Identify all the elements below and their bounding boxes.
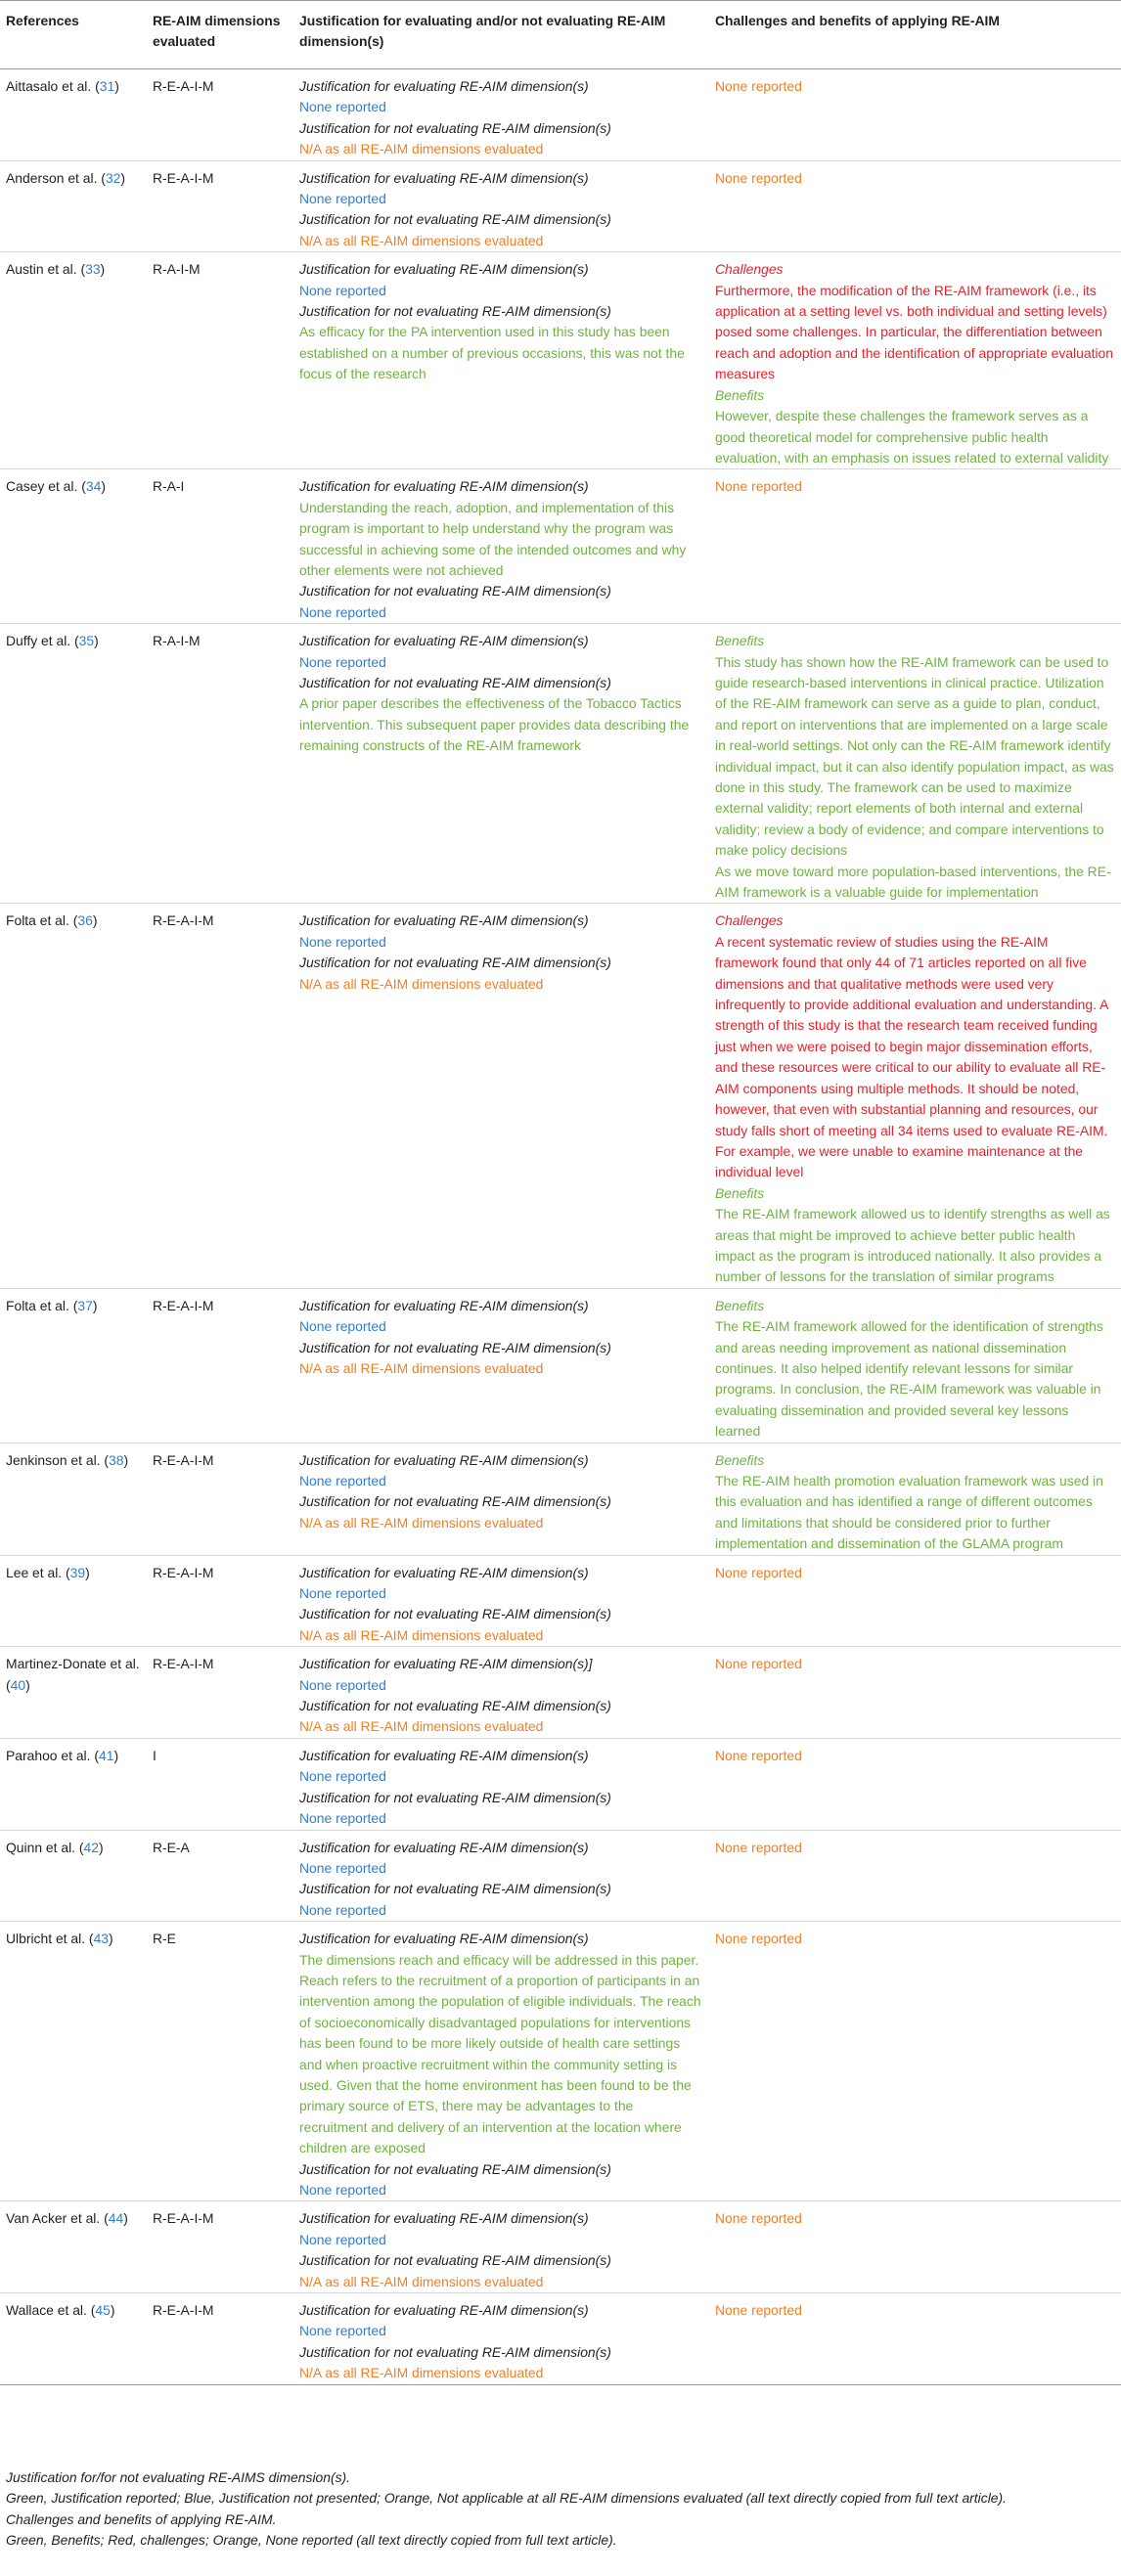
justification-label: Justification for evaluating RE-AIM dimension(s)	[299, 912, 589, 929]
table-row	[0, 1647, 1121, 1739]
reference-number-link[interactable]: 42	[83, 1839, 99, 1855]
footnote: Green, Benefits; Red, challenges; Orange, None reported (all text directly copied from full text article).	[6, 2532, 617, 2549]
footnote: Justification for/for not evaluating RE-AIMS dimension(s).	[6, 2469, 351, 2485]
challenges-benefits-cell	[709, 1647, 1121, 1739]
reference-cell: Martinez-Donate et al. (40)	[0, 1647, 147, 1739]
table-header	[0, 1, 1121, 69]
justification-text: None reported	[299, 1901, 386, 1918]
justification-text: None reported	[299, 2231, 386, 2247]
benefits-label: Benefits	[715, 633, 765, 649]
dimensions-cell: R-E	[147, 1922, 293, 2201]
reference-author: Quinn et al.	[6, 1839, 76, 1855]
challenges-benefits-text: A recent systematic review of studies using the RE-AIM framework found that only 44 of 71 articles reported on all five dimensions and that qualitative methods were used very infrequently to provide additional evaluation and understanding. A strength of this study is that the research team received funding just when we were poised to begin major dissemination efforts, and these resources were critical to our ability to evaluate all RE-AIM components using multiple methods. It should be noted, however, that even with substantial planning and resources, our study falls short of meeting all 34 items used to evaluate RE-AIM. For example, we were unable to examine maintenance at the individual level	[715, 933, 1108, 1180]
justification-text: N/A as all RE-AIM dimensions evaluated	[299, 1514, 544, 1531]
challenges-benefits-text: The RE-AIM framework allowed for the identification of strengths and areas needing improvement as national dissemination continues. It also helped identify relevant lessons for similar programs. In conclusion, the RE-AIM framework was valuable in evaluating dissemination and provided several key lessons learned	[715, 1318, 1103, 1440]
justification-text: None reported	[299, 2182, 386, 2198]
justification-text: None reported	[299, 99, 386, 115]
challenges-benefits-text: None reported	[715, 1747, 802, 1763]
benefits-label: Benefits	[715, 1451, 765, 1468]
challenges-benefits-text: None reported	[715, 1839, 802, 1855]
justification-cell	[293, 1288, 709, 1443]
justification-text: None reported	[299, 1585, 386, 1602]
challenges-label: Challenges	[715, 912, 784, 929]
justification-cell	[293, 1647, 709, 1739]
reference-cell: Casey et al. (34)	[0, 469, 147, 624]
challenges-benefits-cell	[709, 69, 1121, 161]
justification-text: N/A as all RE-AIM dimensions evaluated	[299, 2273, 544, 2289]
reference-author: Van Acker et al.	[6, 2210, 101, 2227]
justification-text: As efficacy for the PA intervention used in this study has been established on a number of previous occasions, this was not the focus of the research	[299, 324, 685, 382]
challenges-benefits-text: This study has shown how the RE-AIM framework can be used to guide research-based interventions in clinical practice. Utilization of the RE-AIM framework can serve as a guide to plan, conduct, and report on interventions that are implemented on a large scale in real-world settings. Not only can the RE-AIM framework identify individual impact, but it can also identify population impact, as was done in this study. The framework can be used to maximize external validity; report elements of both internal and external validity; review a body of evidence; and compare interventions to make policy decisions	[715, 653, 1114, 859]
reference-author: Wallace et al.	[6, 2302, 87, 2319]
dimensions-cell: R-E-A-I-M	[147, 1555, 293, 1647]
challenges-benefits-text: None reported	[715, 169, 802, 186]
challenges-benefits-text: However, despite these challenges the framework serves as a good theoretical model for comprehensive public health evaluation, with an emphasis on issues related to external validity	[715, 408, 1109, 466]
justification-text: None reported	[299, 1810, 386, 1827]
reference-author: Folta et al.	[6, 912, 69, 929]
footnote: Challenges and benefits of applying RE-AIM.	[6, 2510, 277, 2527]
reference-cell: Folta et al. (37)	[0, 1288, 147, 1443]
justification-label: Justification for evaluating RE-AIM dimension(s)	[299, 169, 589, 186]
justification-label: Justification for not evaluating RE-AIM dimension(s)	[299, 1789, 611, 1805]
justification-label: Justification for not evaluating RE-AIM dimension(s)	[299, 2252, 611, 2269]
reference-cell: Aittasalo et al. (31)	[0, 69, 147, 161]
justification-cell	[293, 1922, 709, 2201]
justification-text: None reported	[299, 603, 386, 620]
challenges-benefits-text: The RE-AIM health promotion evaluation framework was used in this evaluation and has identified a range of different outcomes and limitations that should be considered prior to further implementation and dissemination of the GLAMA program	[715, 1473, 1103, 1552]
justification-text: None reported	[299, 191, 386, 207]
justification-label: Justification for evaluating RE-AIM dimension(s)	[299, 1564, 589, 1580]
challenges-benefits-text: The RE-AIM framework allowed us to identify strengths as well as areas that might be improved to achieve better public health impact as the program is introduced nationally. It also provides a number of lessons for the translation of similar programs	[715, 1206, 1110, 1285]
header-dimensions: RE-AIM dimensions evaluated	[147, 1, 293, 69]
reference-number-link[interactable]: 37	[77, 1297, 93, 1313]
table-row	[0, 1443, 1121, 1555]
justification-text: N/A as all RE-AIM dimensions evaluated	[299, 1359, 544, 1376]
challenges-benefits-cell	[709, 1288, 1121, 1443]
reference-author: Jenkinson et al.	[6, 1451, 101, 1468]
justification-label: Justification for evaluating RE-AIM dimension(s)	[299, 2210, 589, 2227]
justification-text: None reported	[299, 1318, 386, 1335]
reference-number-link[interactable]: 38	[109, 1451, 124, 1468]
justification-label: Justification for not evaluating RE-AIM dimension(s)	[299, 211, 611, 228]
reference-author: Aittasalo et al.	[6, 78, 92, 94]
table-row	[0, 1555, 1121, 1647]
challenges-benefits-text: None reported	[715, 1656, 802, 1672]
table-body	[0, 69, 1121, 2385]
justification-cell	[293, 1555, 709, 1647]
justification-label: Justification for not evaluating RE-AIM dimension(s)	[299, 303, 611, 320]
justification-label: Justification for evaluating RE-AIM dimension(s)]	[299, 1656, 593, 1672]
challenges-label: Challenges	[715, 261, 784, 278]
table-row	[0, 624, 1121, 904]
dimensions-cell: R-E-A-I-M	[147, 2293, 293, 2385]
reference-author: Anderson et al.	[6, 169, 98, 186]
reference-number-link[interactable]: 40	[10, 1676, 26, 1693]
justification-label: Justification for not evaluating RE-AIM dimension(s)	[299, 674, 611, 690]
justification-text: None reported	[299, 2323, 386, 2339]
challenges-benefits-text: None reported	[715, 2210, 802, 2227]
challenges-benefits-text: None reported	[715, 1931, 802, 1947]
table-row	[0, 469, 1121, 624]
reference-number-link[interactable]: 45	[95, 2302, 111, 2319]
justification-text: None reported	[299, 653, 386, 670]
challenges-benefits-text: None reported	[715, 78, 802, 94]
justification-label: Justification for evaluating RE-AIM dimension(s)	[299, 78, 589, 94]
challenges-benefits-cell	[709, 160, 1121, 252]
reference-number-link[interactable]: 39	[69, 1564, 86, 1580]
reference-cell: Jenkinson et al. (38)	[0, 1443, 147, 1555]
justification-label: Justification for evaluating RE-AIM dimension(s)	[299, 1747, 589, 1763]
header-references: References	[0, 1, 147, 69]
justification-text: None reported	[299, 1473, 386, 1488]
justification-cell	[293, 1738, 709, 1830]
table-row	[0, 69, 1121, 161]
challenges-benefits-cell	[709, 252, 1121, 469]
justification-label: Justification for evaluating RE-AIM dimension(s)	[299, 1297, 589, 1313]
justification-text: N/A as all RE-AIM dimensions evaluated	[299, 1626, 544, 1643]
table-row	[0, 1830, 1121, 1922]
table-row	[0, 160, 1121, 252]
justification-cell	[293, 252, 709, 469]
challenges-benefits-text: As we move toward more population-based interventions, the RE-AIM framework is a valuable guide for implementation	[715, 863, 1111, 901]
table-row	[0, 2293, 1121, 2385]
justification-label: Justification for evaluating RE-AIM dimension(s)	[299, 633, 589, 649]
reference-author: Parahoo et al.	[6, 1747, 91, 1763]
justification-text: N/A as all RE-AIM dimensions evaluated	[299, 232, 544, 248]
footnote: Green, Justification reported; Blue, Justification not presented; Orange, Not applicable at all RE-AIM dimensions evaluated (all text directly copied from full text article).	[6, 2490, 1007, 2507]
reference-author: Folta et al.	[6, 1297, 69, 1313]
challenges-benefits-text: None reported	[715, 478, 802, 495]
justification-cell	[293, 2293, 709, 2385]
reference-number-link[interactable]: 33	[85, 261, 101, 278]
justification-cell	[293, 904, 709, 1288]
justification-cell	[293, 624, 709, 904]
reference-cell: Lee et al. (39)	[0, 1555, 147, 1647]
header-justification: Justification for evaluating and/or not evaluating RE-AIM dimension(s)	[293, 1, 709, 69]
reference-number-link[interactable]: 43	[93, 1931, 110, 1947]
dimensions-cell: R-A-I-M	[147, 624, 293, 904]
justification-label: Justification for not evaluating RE-AIM dimension(s)	[299, 583, 611, 600]
justification-text: None reported	[299, 282, 386, 298]
dimensions-cell: R-E-A-I-M	[147, 1443, 293, 1555]
dimensions-cell: R-E-A-I-M	[147, 1288, 293, 1443]
challenges-benefits-cell	[709, 1443, 1121, 1555]
reference-cell: Anderson et al. (32)	[0, 160, 147, 252]
justification-text: N/A as all RE-AIM dimensions evaluated	[299, 975, 544, 992]
table-footnotes	[6, 2467, 1115, 2552]
reference-number-link[interactable]: 35	[78, 633, 95, 649]
challenges-benefits-cell	[709, 469, 1121, 624]
reference-number-link[interactable]: 34	[85, 478, 102, 495]
benefits-label: Benefits	[715, 386, 765, 403]
challenges-benefits-text: Furthermore, the modification of the RE-AIM framework (i.e., its application at a setting level vs. both individual and setting levels) posed some challenges. In particular, the differentiation between reach and adoption and the identification of appropriate evaluation measures	[715, 282, 1113, 382]
reference-number-link[interactable]: 36	[77, 912, 93, 929]
justification-label: Justification for not evaluating RE-AIM dimension(s)	[299, 1493, 611, 1510]
table-row	[0, 2201, 1121, 2293]
reference-cell: Van Acker et al. (44)	[0, 2201, 147, 2293]
dimensions-cell: R-A-I-M	[147, 252, 293, 469]
reference-author: Martinez-Donate et al.	[6, 1656, 140, 1672]
justification-cell	[293, 1443, 709, 1555]
reference-number-link[interactable]: 32	[105, 169, 121, 186]
reference-cell: Ulbricht et al. (43)	[0, 1922, 147, 2201]
table-row	[0, 904, 1121, 1288]
justification-label: Justification for evaluating RE-AIM dimension(s)	[299, 1931, 589, 1947]
justification-label: Justification for not evaluating RE-AIM dimension(s)	[299, 2343, 611, 2360]
reference-cell: Parahoo et al. (41)	[0, 1738, 147, 1830]
reference-author: Austin et al.	[6, 261, 77, 278]
dimensions-cell: R-E-A-I-M	[147, 904, 293, 1288]
challenges-benefits-cell	[709, 1555, 1121, 1647]
justification-label: Justification for not evaluating RE-AIM dimension(s)	[299, 119, 611, 136]
justification-text: Understanding the reach, adoption, and implementation of this program is important to help understand why the program was successful in achieving some of the intended outcomes and why other elements were not achieved	[299, 499, 687, 578]
justification-label: Justification for not evaluating RE-AIM dimension(s)	[299, 1606, 611, 1622]
reference-author: Ulbricht et al.	[6, 1931, 86, 1947]
justification-text: N/A as all RE-AIM dimensions evaluated	[299, 141, 544, 157]
justification-label: Justification for evaluating RE-AIM dimension(s)	[299, 1839, 589, 1855]
reference-number-link[interactable]: 41	[99, 1747, 114, 1763]
challenges-benefits-cell	[709, 1830, 1121, 1922]
justification-label: Justification for evaluating RE-AIM dimension(s)	[299, 2302, 589, 2319]
justification-text: None reported	[299, 933, 386, 950]
justification-label: Justification for evaluating RE-AIM dimension(s)	[299, 478, 589, 495]
justification-cell	[293, 69, 709, 161]
justification-label: Justification for not evaluating RE-AIM dimension(s)	[299, 1339, 611, 1355]
justification-text: None reported	[299, 1859, 386, 1876]
justification-text: None reported	[299, 1768, 386, 1785]
reference-author: Casey et al.	[6, 478, 78, 495]
reference-cell: Duffy et al. (35)	[0, 624, 147, 904]
table-row	[0, 252, 1121, 469]
challenges-benefits-cell	[709, 2201, 1121, 2293]
justification-cell	[293, 469, 709, 624]
reference-number-link[interactable]: 44	[108, 2210, 124, 2227]
justification-label: Justification for not evaluating RE-AIM dimension(s)	[299, 955, 611, 971]
justification-label: Justification for not evaluating RE-AIM dimension(s)	[299, 1698, 611, 1714]
reference-author: Lee et al.	[6, 1564, 63, 1580]
dimensions-cell: R-E-A-I-M	[147, 2201, 293, 2293]
reference-number-link[interactable]: 31	[99, 78, 115, 94]
justification-text: A prior paper describes the effectiveness of the Tobacco Tactics intervention. This subsequent paper provides data describing the remaining constructs of the RE-AIM framework	[299, 695, 690, 754]
justification-label: Justification for not evaluating RE-AIM dimension(s)	[299, 2160, 611, 2177]
reference-cell: Austin et al. (33)	[0, 252, 147, 469]
dimensions-cell: R-E-A-I-M	[147, 1647, 293, 1739]
dimensions-cell: R-E-A	[147, 1830, 293, 1922]
justification-label: Justification for evaluating RE-AIM dimension(s)	[299, 1451, 589, 1468]
justification-label: Justification for evaluating RE-AIM dimension(s)	[299, 261, 589, 278]
dimensions-cell: I	[147, 1738, 293, 1830]
header-row	[0, 1, 1121, 69]
table-row	[0, 1922, 1121, 2201]
challenges-benefits-cell	[709, 2293, 1121, 2385]
dimensions-cell: R-E-A-I-M	[147, 69, 293, 161]
challenges-benefits-cell	[709, 1738, 1121, 1830]
reference-author: Duffy et al.	[6, 633, 71, 649]
challenges-benefits-text: None reported	[715, 2302, 802, 2319]
justification-cell	[293, 2201, 709, 2293]
justification-text: N/A as all RE-AIM dimensions evaluated	[299, 2365, 544, 2381]
header-challenges-benefits: Challenges and benefits of applying RE-AIM	[709, 1, 1121, 69]
table-row	[0, 1288, 1121, 1443]
benefits-label: Benefits	[715, 1184, 765, 1201]
justification-text: None reported	[299, 1676, 386, 1693]
justification-cell	[293, 160, 709, 252]
justification-label: Justification for not evaluating RE-AIM dimension(s)	[299, 1881, 611, 1897]
dimensions-cell: R-A-I	[147, 469, 293, 624]
benefits-label: Benefits	[715, 1297, 765, 1313]
dimensions-cell: R-E-A-I-M	[147, 160, 293, 252]
reference-cell: Quinn et al. (42)	[0, 1830, 147, 1922]
reference-cell: Wallace et al. (45)	[0, 2293, 147, 2385]
challenges-benefits-cell	[709, 904, 1121, 1288]
challenges-benefits-text: None reported	[715, 1564, 802, 1580]
challenges-benefits-cell	[709, 1922, 1121, 2201]
challenges-benefits-cell	[709, 624, 1121, 904]
table-row	[0, 1738, 1121, 1830]
justification-text: N/A as all RE-AIM dimensions evaluated	[299, 1718, 544, 1735]
justification-text: The dimensions reach and efficacy will be addressed in this paper. Reach refers to the recruitment of a proportion of participants in an intervention among the population of eligible individuals. The reach of socioeconomically disadvantaged populations for interventions has been found to be more likely outside of health care settings and when proactive recruitment within the community setting is used. Given that the home environment has been found to be the primary source of ETS, there may be advantages to the recruitment and delivery of an intervention at the location where children are exposed	[299, 1951, 701, 2156]
justification-cell	[293, 1830, 709, 1922]
reference-cell: Folta et al. (36)	[0, 904, 147, 1288]
